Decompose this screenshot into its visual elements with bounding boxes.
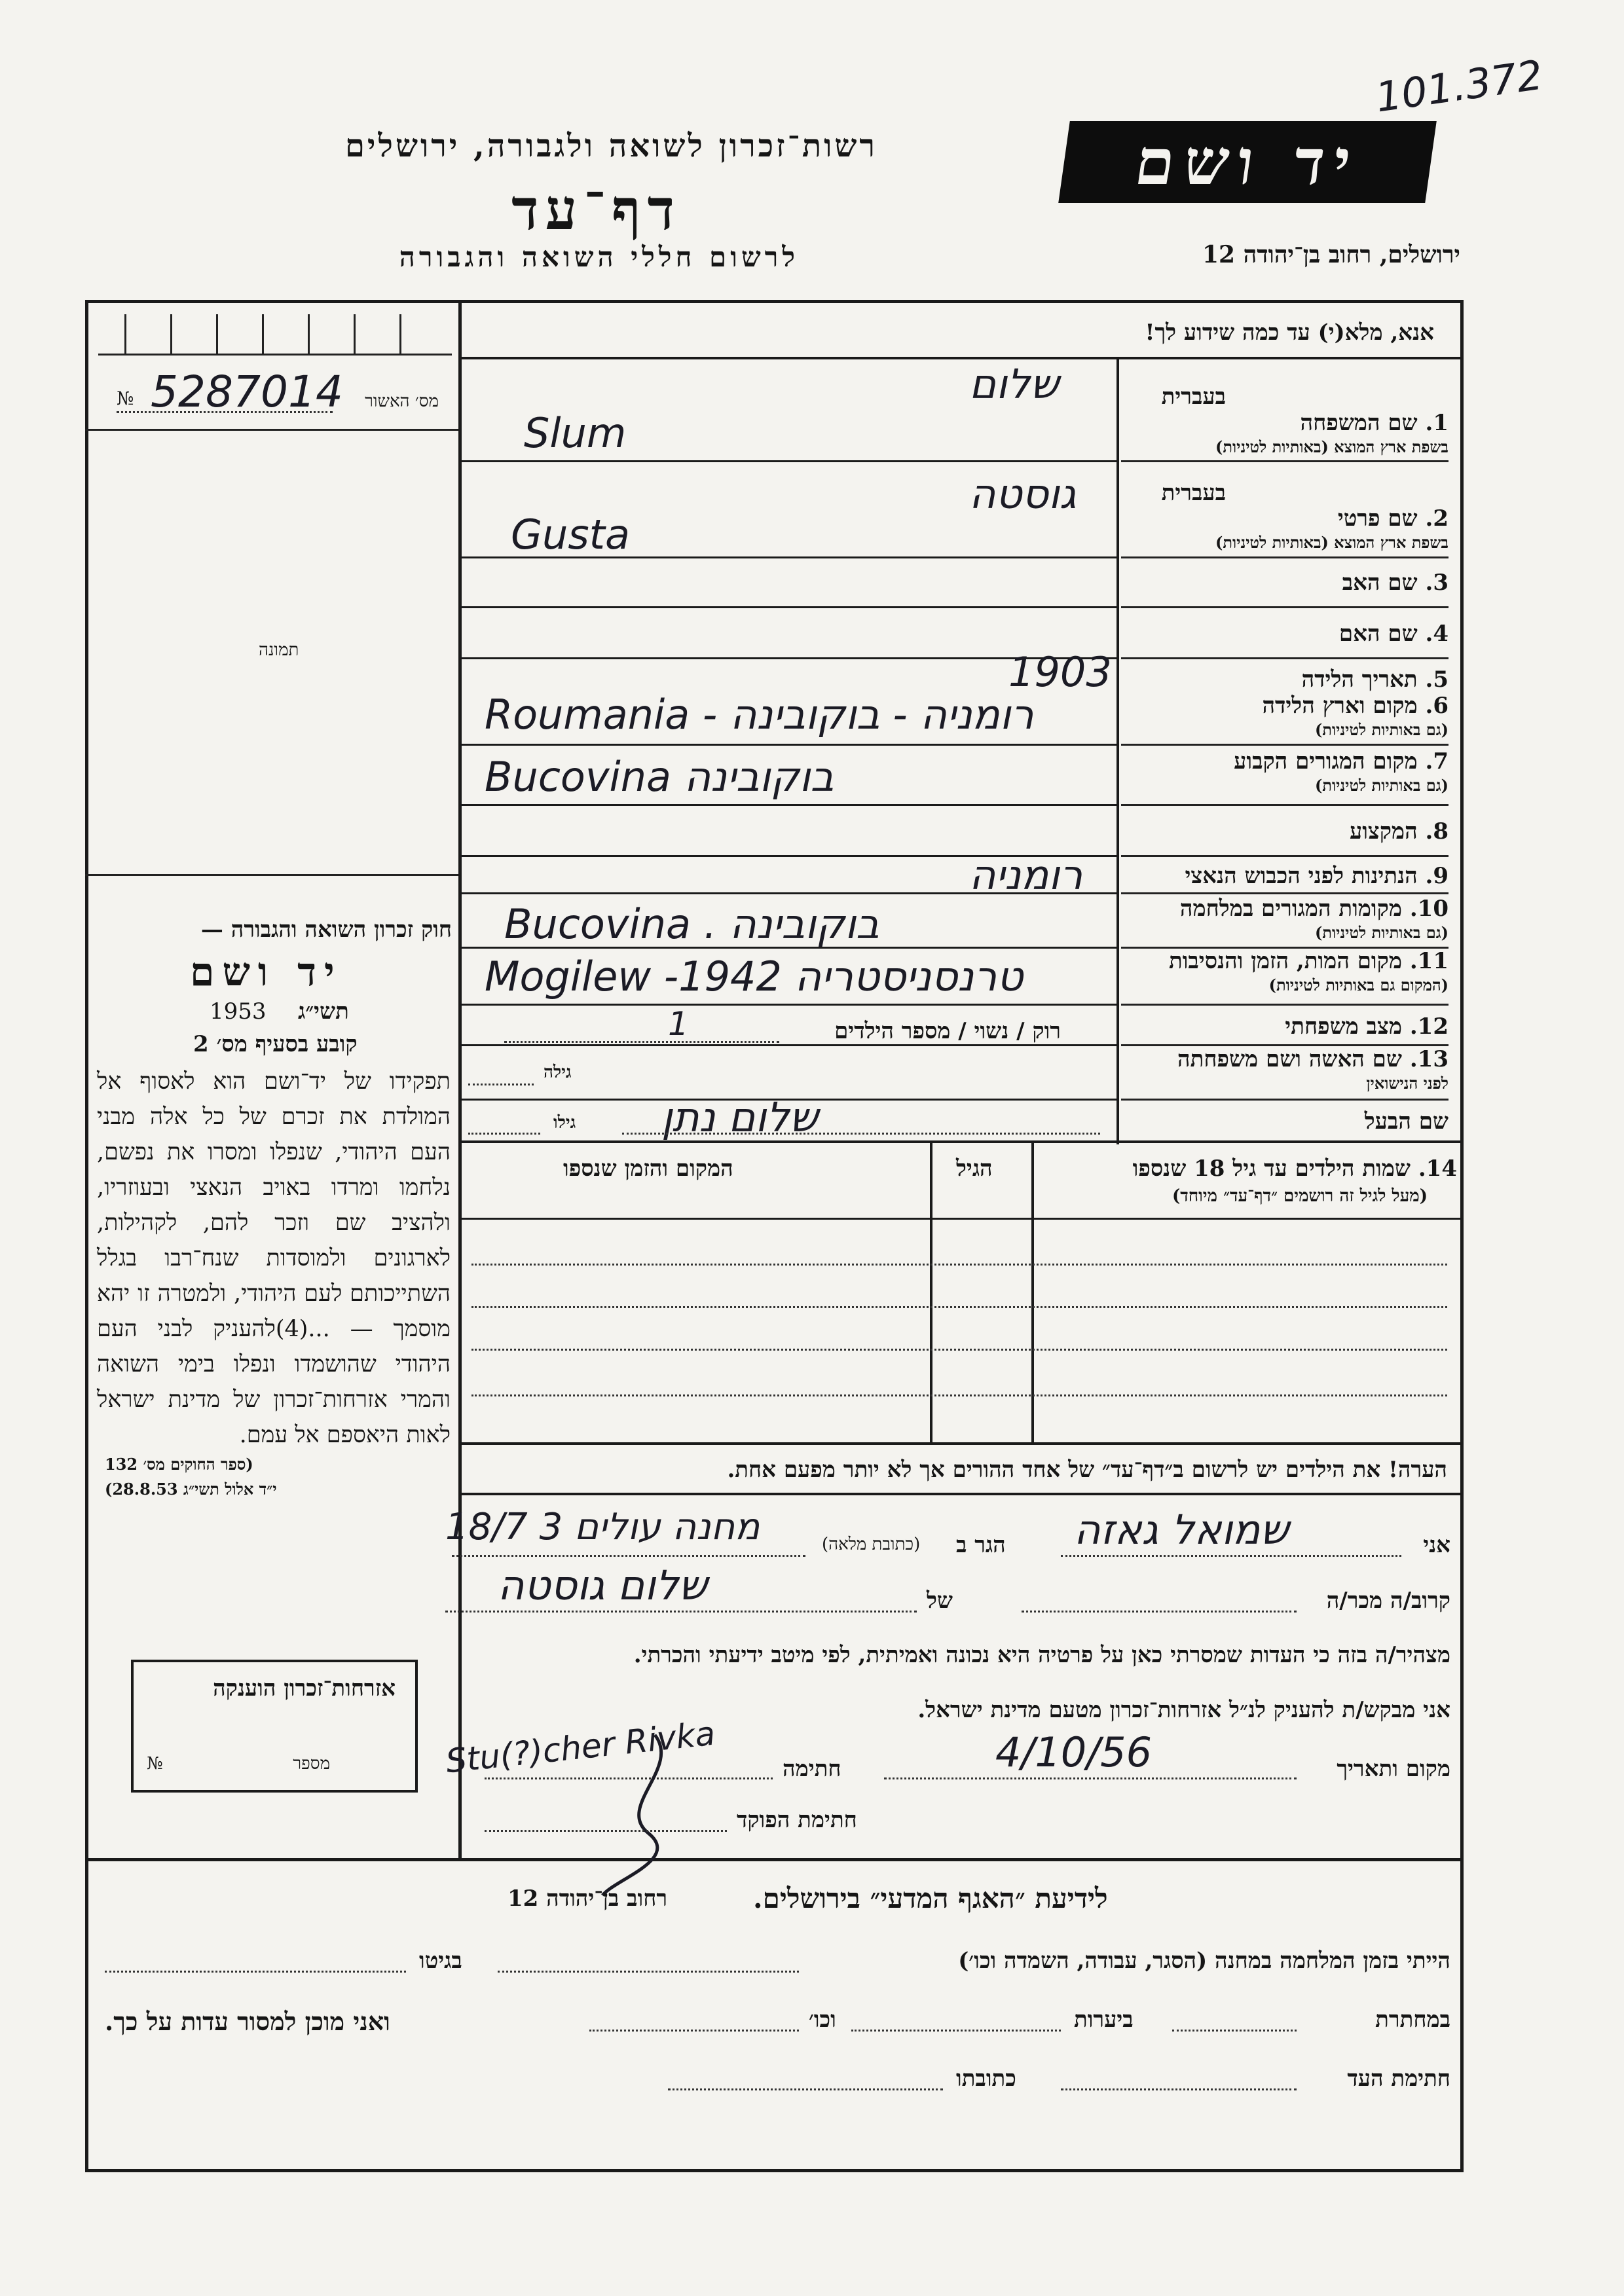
children-place-col: המקום והזמן שנספו — [563, 1156, 733, 1182]
law-section: קובע בסעיף מס׳ 2 — [193, 1031, 358, 1057]
yad-vashem-logo — [1058, 121, 1437, 203]
approval-ticks — [98, 314, 452, 355]
note: הערה! את הילדים יש לרשום ב״דף־עד״ של אחד ההורים אך לא יותר מפעם אחת. — [727, 1457, 1447, 1483]
header-address: ירושלים, רחוב בן־יהודה 12 — [1202, 241, 1460, 268]
law-year: 1953 — [210, 998, 267, 1025]
notice-title: לידיעת ״האגף המדעי״ בירושלים. — [753, 1882, 1108, 1914]
husband-age-label: גילו — [553, 1113, 576, 1133]
marital-options: רוק / נשוי / מספר הילדים — [834, 1018, 1061, 1044]
approval-no-prefix: № — [117, 388, 134, 409]
birth-place: Roumania - רומניה - בוקובינה — [485, 691, 1034, 738]
surname-hebrew: שלום — [969, 360, 1060, 408]
children-title: 14. שמות הילדים עד גיל 18 שנספו — [1132, 1156, 1457, 1182]
children-count: 1 — [668, 1005, 689, 1043]
law-year-hebrew: תשי״ג — [298, 998, 349, 1025]
bottom-line2-c: וכו׳ — [809, 2007, 836, 2033]
children-sub: (מעל לגיל זה רושמים ״דף־עד״ מיוחד) — [1172, 1186, 1428, 1206]
firstname-hebrew: גוסטה — [969, 470, 1077, 518]
law-title: חוק זכרון השואה והגבורה — — [200, 917, 452, 943]
form-title: דף־עד — [511, 177, 681, 243]
relative-label: קרוב/ה מכר/ה — [1326, 1588, 1450, 1614]
firstname-latin: Gusta — [511, 511, 630, 558]
bottom-line2-a: במחתרת — [1375, 2007, 1450, 2033]
photo-label: תמונה — [259, 640, 299, 660]
field-5-label: 5. תאריך הלידה — [1301, 666, 1449, 693]
full-address-label: (כתובת מלאה) — [822, 1535, 921, 1554]
field-13-sub: לפני הנישואין — [1366, 1074, 1449, 1093]
declarant-i-label: אני — [1423, 1532, 1450, 1558]
field-9-label: 9. הנתינות לפני הכבוש הנאצי — [1185, 863, 1449, 889]
citizenship-no-prefix: № — [147, 1754, 163, 1774]
field-list — [1121, 359, 1449, 1140]
request-text: אני מבקש/ת להעניק לנ״ל אזרחות־זכרון מטעם מדינת ישראל. — [917, 1697, 1450, 1723]
law-text: תפקידו של יד־ושם הוא לאסוף אל המולדת את זכרם של כל אלה מבני העם היהודי, שנפלו ומסרו את נפשם, נלחמו ומרדו באויב הנאצי ובעוזריו, ולהציב שם וזכר להם, לקהילות, לארגונים ולמוסדות שנח־רבו בגלל השתייכותם לעם היהודי, ולמטרה זו יהא מוסמך — ...(4)להעניק לבני העם היהודי שהושמדו ונפלו בימי השואה והמרי אזרחות־זכרון של מדינת ישראל לאות היאספם אל עמם. — [97, 1068, 451, 1448]
surname-latin: Slum — [524, 409, 627, 457]
of-label: של — [927, 1588, 953, 1614]
bottom-line3-a: חתימת העד — [1347, 2066, 1450, 2092]
field-10-label: 10. מקומות המגורים במלחמה — [1179, 896, 1449, 922]
husband-name: שלום נתן — [661, 1093, 819, 1141]
signature-label: חתימה — [783, 1756, 841, 1782]
field-3-label: 3. שם האב — [1342, 570, 1449, 596]
field-1-label: 1. שם המשפחה — [1300, 410, 1449, 436]
field-7-label: 7. מקום המגורים הקבוע — [1234, 748, 1449, 774]
declare-text: מצהיר/ה בזה כי העדות שמסרתי כאן על פרטיה היא נכונה ואמיתית, לפי מיטב ידיעתי והכרתי. — [633, 1642, 1450, 1668]
bottom-line1-b: בגיטו — [419, 1948, 462, 1974]
field-4-label: 4. שם האם — [1338, 621, 1449, 647]
residence: Bucovina בוקובינה — [485, 753, 834, 801]
officer-signature-label: חתימת הפוקד — [737, 1807, 857, 1833]
logo-text: יד ושם — [1130, 125, 1365, 199]
resides-label: הגר ב — [956, 1532, 1006, 1558]
nationality: רומניה — [969, 851, 1083, 899]
form-subtitle: לרשום חללי השואה והגבורה — [399, 241, 799, 273]
photo-area-rule — [85, 874, 458, 876]
field-6-sub: (גם באותיות לטיניות) — [1314, 720, 1449, 739]
field-7-sub: (גם באותיות לטיניות) — [1314, 776, 1449, 795]
field-6-label: 6. מקום וארץ הלידה — [1262, 693, 1449, 719]
field-11-sub: (המקום גם באותיות לטיניות) — [1268, 975, 1449, 994]
declaration-date: 4/10/56 — [995, 1728, 1153, 1776]
field-2-label: 2. שם פרטי — [1337, 505, 1449, 532]
authority-line: רשות־זכרון לשואה ולגבורה, ירושלים — [344, 128, 877, 164]
instruction: אנא, מלא(י) עד כמה שידוע לך! — [1145, 319, 1434, 346]
approval-box-rule — [85, 429, 458, 431]
birth-year: 1903 — [1008, 648, 1112, 696]
law-name: יד ושם — [190, 949, 342, 995]
field-13-label: 13. שם האשה ושם משפחתה — [1177, 1046, 1449, 1072]
law-ref-2: י״ד אלול תשי״ג 28.8.53) — [105, 1480, 277, 1499]
field-11-label: 11. מקום המות, הזמן והנסיבות — [1168, 948, 1449, 974]
bottom-line2-d: ואני מוכן למסור עדות על כך. — [105, 2007, 390, 2036]
field-12-label: 12. מצב משפחתי — [1285, 1013, 1449, 1040]
law-ref-1: (ספר החוקים מס׳ 132 — [105, 1455, 253, 1474]
approval-no-value: 5287014 — [151, 367, 343, 417]
bottom-line1-a: הייתי בזמן המלחמה במחנה (הסגר, עבודה, השמדה וכו׳) — [958, 1948, 1450, 1974]
in-hebrew-2: בעברית — [1161, 480, 1226, 506]
wife-age-label: גילה — [544, 1063, 572, 1082]
war-places: Bucovina . בוקובינה — [504, 900, 879, 948]
field-1-sub: בשפת ארץ המוצא (באותיות לטיניות) — [1215, 437, 1449, 456]
in-hebrew-1: בעברית — [1161, 384, 1226, 410]
field-2-sub: בשפת ארץ המוצא (באותיות לטיניות) — [1215, 533, 1449, 552]
approval-no-label: מס׳ האשור — [365, 392, 439, 411]
citizenship-no-label: מספר — [293, 1754, 330, 1774]
bottom-line3-b: כתובתו — [956, 2066, 1016, 2092]
signature: Stu(?)cher Rivka — [444, 1714, 717, 1781]
bottom-line2-b: ביערות — [1074, 2007, 1134, 2033]
archive-number: 101.372 — [1373, 50, 1546, 122]
children-age-col: הגיל — [956, 1156, 993, 1182]
declarant-address: מחנה עולים 3 18/7 — [445, 1506, 760, 1548]
signature-flourish — [576, 1728, 707, 1899]
field-10-sub: (גם באותיות לטיניות) — [1314, 923, 1449, 942]
death-place: Mogilew -1942 טרנסניסטריה — [485, 953, 1024, 1000]
notice-address: רחוב בן־יהודה 12 — [507, 1886, 668, 1912]
place-date-label: מקום ותאריך — [1337, 1756, 1450, 1782]
citizenship-box — [131, 1660, 418, 1793]
relation-name: שלום גוסטה — [498, 1561, 708, 1609]
citizenship-box-title: אזרחות־זכרון הוענקה — [213, 1675, 396, 1702]
husband-label: שם הבעל — [1364, 1108, 1449, 1135]
declarant-name: שמואל גאזה — [1074, 1506, 1289, 1554]
field-8-label: 8. המקצוע — [1349, 818, 1449, 845]
